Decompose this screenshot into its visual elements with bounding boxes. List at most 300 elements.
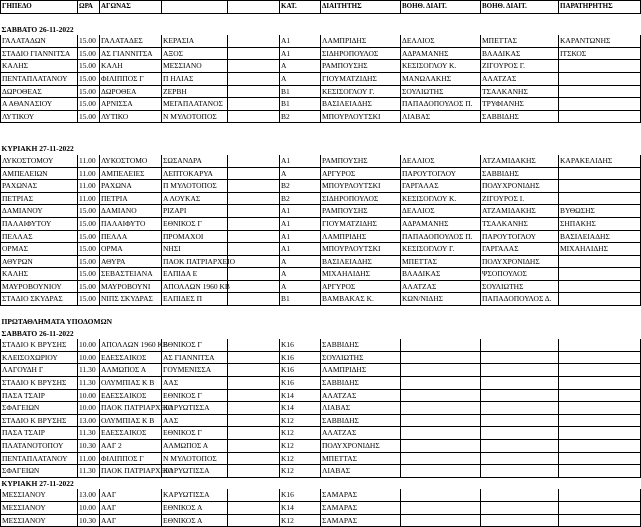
home-team-cell: ΛΥΚΟΣΤΟΜΟ <box>100 155 162 167</box>
header-away <box>162 1 228 14</box>
away-team-cell: ΓΟΥΜΕΝΙΣΣΑ <box>162 364 228 377</box>
away-team-cell: ΑΣ ΓΙΑΝΝΙΤΣΑ <box>162 351 228 364</box>
category-cell: Α1 <box>280 35 321 47</box>
venue-cell: ΜΕΣΣΙΑΝΟΥ <box>1 489 78 501</box>
assistant-1-cell: ΑΔΡΑΜΑΝΗΣ <box>401 217 481 230</box>
venue-cell: ΛΑΓΟΥΔΗ Γ <box>1 364 78 377</box>
header-time: ΩΡΑ <box>78 1 100 14</box>
referee-cell: ΒΑΜΒΑΚΑΣ Κ. <box>321 293 401 306</box>
venue-cell: ΔΑΜΙΑΝΟΥ <box>1 205 78 218</box>
category-cell: Κ12 <box>280 414 321 427</box>
away-team-cell: Α ΛΟΥΚΑΣ <box>162 192 228 205</box>
spare-cell <box>228 167 280 180</box>
referee-cell: ΒΑΣΙΛΕΙΑΔΗΣ <box>321 98 401 111</box>
spare-cell <box>228 489 280 501</box>
spare-cell <box>228 180 280 193</box>
referee-cell: ΒΑΣΙΛΕΙΑΔΗΣ <box>321 255 401 268</box>
time-cell: 15.00 <box>78 47 100 60</box>
away-team-cell: ΕΘΝΙΚΟΣ Γ <box>162 389 228 402</box>
away-team-cell: ΜΕΓΑΠΛΑΤΑΝΟΣ <box>162 98 228 111</box>
match-row <box>1 389 641 402</box>
category-cell: Α <box>280 60 321 73</box>
venue-cell: ΔΩΡΟΘΕΑΣ <box>1 85 78 98</box>
time-cell: 11.30 <box>78 364 100 377</box>
time-cell: 15.00 <box>78 243 100 256</box>
category-cell: Β1 <box>280 85 321 98</box>
venue-cell: ΠΛΑΤΑΝΟΤΟΠΟΥ <box>1 440 78 453</box>
spare-cell <box>228 364 280 377</box>
observer-cell: ΚΑΡΑΚΕΛΙΔΗΣ <box>559 155 641 167</box>
spare-cell <box>228 72 280 85</box>
home-team-cell: ΕΔΕΣΣΑΙΚΟΣ <box>100 389 162 402</box>
away-team-cell: ΕΛΠΙΔΕΣ Π <box>162 293 228 306</box>
spare-cell <box>228 255 280 268</box>
assistant-2-cell: ΑΤΖΑΜΙΔΑΚΗΣ <box>481 155 559 167</box>
referee-cell: ΜΠΟΥΡΛΟΥΤΣΚΙ <box>321 180 401 193</box>
home-team-cell: ΕΔΕΣΣΑΙΚΟΣ <box>100 351 162 364</box>
observer-cell: ΒΑΣΙΛΕΙΑΔΗΣ <box>559 230 641 243</box>
spare-cell <box>228 427 280 440</box>
observer-cell: ΒΥΘΩΣΗΣ <box>559 205 641 218</box>
home-team-cell: ΔΑΜΙΑΝΟ <box>100 205 162 218</box>
assistant-2-cell <box>481 452 559 465</box>
referee-cell: ΡΑΜΠΟΥΣΗΣ <box>321 155 401 167</box>
section-label: ΚΥΡΙΑΚΗ 27-11-2022 <box>1 478 74 488</box>
time-cell: 11.00 <box>78 167 100 180</box>
home-team-cell: ΜΑΥΡΟΒΟΥΝΙ <box>100 280 162 293</box>
header-category: ΚΑΤ. <box>280 1 321 14</box>
assistant-2-cell: ΠΑΠΑΔΟΠΟΥΛΟΣ Δ. <box>481 293 559 306</box>
observer-cell <box>559 85 641 98</box>
venue-cell: ΚΑΛΗΣ <box>1 268 78 281</box>
away-team-cell: Ν ΜΥΛΟΤΟΠΟΣ <box>162 110 228 123</box>
spare-cell <box>228 465 280 478</box>
observer-cell: ΙΤΣΚΟΣ <box>559 47 641 60</box>
time-cell: 11.30 <box>78 377 100 390</box>
observer-cell <box>559 268 641 281</box>
referee-cell: ΛΑΜΠΡΙΔΗΣ <box>321 364 401 377</box>
home-team-cell: ΠΑΟΚ ΠΑΤΡΙΑΡΧΕΙΟ <box>100 402 162 415</box>
category-cell: Α <box>280 167 321 180</box>
away-team-cell: ΜΕΣΣΙΑΝΟ <box>162 60 228 73</box>
away-team-cell: ΑΞΟΣ <box>162 47 228 60</box>
category-cell: Β2 <box>280 180 321 193</box>
spare-cell <box>228 402 280 415</box>
match-row <box>1 110 641 123</box>
assistant-1-cell <box>401 377 481 390</box>
spare-cell <box>228 293 280 306</box>
assistant-1-cell: ΣΟΥΛΙΩΤΗΣ <box>401 85 481 98</box>
category-cell: Κ14 <box>280 389 321 402</box>
time-cell: 15.00 <box>78 98 100 111</box>
spacer-row <box>1 13 641 24</box>
observer-cell: ΜΙΧΑΗΛΙΔΗΣ <box>559 243 641 256</box>
match-row <box>1 72 641 85</box>
category-cell: Κ12 <box>280 440 321 453</box>
venue-cell: ΑΜΠΕΛΕΙΩΝ <box>1 167 78 180</box>
assistant-1-cell: ΚΕΣΙΣΟΓΛΟΥ Κ. <box>401 192 481 205</box>
observer-cell <box>559 501 641 514</box>
category-cell: Α <box>280 280 321 293</box>
referee-cell: ΜΙΧΑΗΛΙΔΗΣ <box>321 268 401 281</box>
assistant-1-cell <box>401 389 481 402</box>
observer-cell <box>559 167 641 180</box>
venue-cell: ΠΕΝΤΑΠΛΑΤΑΝΟΥ <box>1 452 78 465</box>
away-team-cell: ΑΠΟΛΛΩΝ 1960 ΚΒ <box>162 280 228 293</box>
venue-cell: ΣΦΑΓΕΙΩΝ <box>1 465 78 478</box>
category-cell: Α1 <box>280 230 321 243</box>
time-cell: 11.00 <box>78 180 100 193</box>
match-row <box>1 192 641 205</box>
assistant-1-cell: ΚΕΣΙΣΟΓΛΟΥ Κ. <box>401 60 481 73</box>
away-team-cell: ΑΛΜΩΠΟΣ Α <box>162 440 228 453</box>
referee-cell: ΛΑΜΠΡΙΔΗΣ <box>321 35 401 47</box>
observer-cell <box>559 60 641 73</box>
assistant-1-cell: ΚΩΝ/ΝΙΔΗΣ <box>401 293 481 306</box>
match-row <box>1 255 641 268</box>
spare-cell <box>228 452 280 465</box>
assistant-2-cell <box>481 427 559 440</box>
venue-cell: ΜΕΣΣΙΑΝΟΥ <box>1 501 78 514</box>
section-cell <box>1 24 641 36</box>
category-cell: Κ12 <box>280 465 321 478</box>
spare-cell <box>228 377 280 390</box>
match-row <box>1 85 641 98</box>
assistant-1-cell <box>401 514 481 527</box>
spare-cell <box>228 205 280 218</box>
assistant-2-cell <box>481 339 559 351</box>
match-row <box>1 514 641 527</box>
assistant-2-cell <box>481 351 559 364</box>
away-team-cell: ΑΑΣ <box>162 377 228 390</box>
observer-cell <box>559 280 641 293</box>
header-observer: ΠΑΡΑΤΗΡΗΤΗΣ <box>559 1 641 14</box>
observer-cell <box>559 377 641 390</box>
category-cell: Κ12 <box>280 514 321 527</box>
spare-cell <box>228 243 280 256</box>
time-cell: 15.00 <box>78 280 100 293</box>
observer-cell: ΣΗΠΑΚΗΣ <box>559 217 641 230</box>
schedule-body <box>1 1 641 527</box>
referee-cell: ΛΑΜΠΡΙΔΗΣ <box>321 230 401 243</box>
away-team-cell: ΕΛΠΙΔΑ Ε <box>162 268 228 281</box>
category-cell: Β1 <box>280 293 321 306</box>
spare-cell <box>228 60 280 73</box>
venue-cell: ΣΤΑΔΙΟ Κ ΒΡΥΣΗΣ <box>1 414 78 427</box>
assistant-2-cell <box>481 414 559 427</box>
away-team-cell: ΚΑΡΥΩΤΙΣΣΑ <box>162 465 228 478</box>
venue-cell: ΡΑΧΩΝΑΣ <box>1 180 78 193</box>
assistant-1-cell: ΠΑΠΑΔΟΠΟΥΛΟΣ Π. <box>401 230 481 243</box>
match-row <box>1 280 641 293</box>
header-match: ΑΓΩΝΑΣ <box>100 1 162 14</box>
home-team-cell: ΓΑΛΑΤΑΔΕΣ <box>100 35 162 47</box>
referee-cell: ΜΠΕΤΤΑΣ <box>321 452 401 465</box>
assistant-2-cell <box>481 402 559 415</box>
header-blank <box>228 1 280 14</box>
referee-cell: ΡΑΜΠΟΥΣΗΣ <box>321 205 401 218</box>
home-team-cell: ΟΛΥΜΠΙΑΣ Κ Β <box>100 414 162 427</box>
match-row <box>1 351 641 364</box>
category-cell: Κ16 <box>280 339 321 351</box>
time-cell: 15.00 <box>78 205 100 218</box>
match-row <box>1 427 641 440</box>
category-cell: Α <box>280 255 321 268</box>
observer-cell <box>559 293 641 306</box>
venue-cell: ΠΑΣΑ ΤΣΑΙΡ <box>1 427 78 440</box>
referee-cell: ΠΟΛΥΧΡΟΝΙΔΗΣ <box>321 440 401 453</box>
match-row <box>1 293 641 306</box>
assistant-2-cell: ΣΑΒΒΙΔΗΣ <box>481 167 559 180</box>
assistant-1-cell: ΔΕΛΛΙΟΣ <box>401 205 481 218</box>
observer-cell <box>559 452 641 465</box>
category-cell: Κ16 <box>280 377 321 390</box>
category-cell: Κ12 <box>280 427 321 440</box>
referee-cell: ΑΡΓΥΡΟΣ <box>321 167 401 180</box>
category-cell: Α1 <box>280 47 321 60</box>
assistant-1-cell: ΔΕΛΛΙΟΣ <box>401 155 481 167</box>
away-team-cell: ΠΡΟΜΑΧΟΙ <box>162 230 228 243</box>
match-row <box>1 339 641 351</box>
referee-cell: ΣΑΒΒΙΔΗΣ <box>321 339 401 351</box>
observer-cell <box>559 110 641 123</box>
away-team-cell: ΕΘΝΙΚΟΣ Γ <box>162 339 228 351</box>
observer-cell <box>559 489 641 501</box>
venue-cell: ΚΛΕΙΣΟΧΩΡΙΟΥ <box>1 351 78 364</box>
home-team-cell: ΑΛΜΩΠΟΣ Α <box>100 364 162 377</box>
referee-cell: ΑΛΑΤΖΑΣ <box>321 427 401 440</box>
venue-cell: ΣΦΑΓΕΙΩΝ <box>1 402 78 415</box>
away-team-cell: ΝΗΣΙ <box>162 243 228 256</box>
category-cell: Α <box>280 268 321 281</box>
match-row <box>1 180 641 193</box>
assistant-2-cell: ΤΡΥΦΙΑΝΗΣ <box>481 98 559 111</box>
home-team-cell: ΑΑΓ 2 <box>100 440 162 453</box>
away-team-cell: ΖΕΡΒΗ <box>162 85 228 98</box>
away-team-cell: Ν ΜΥΛΟΤΟΠΟΣ <box>162 452 228 465</box>
assistant-2-cell: ΜΠΕΤΤΑΣ <box>481 35 559 47</box>
assistant-2-cell: ΓΑΡΓΑΛΑΣ <box>481 243 559 256</box>
referee-cell: ΣΙΔΗΡΟΠΟΥΛΟΣ <box>321 47 401 60</box>
time-cell: 10.00 <box>78 351 100 364</box>
assistant-2-cell <box>481 377 559 390</box>
match-row <box>1 452 641 465</box>
time-cell: 13.00 <box>78 414 100 427</box>
category-cell: Β1 <box>280 98 321 111</box>
assistant-2-cell <box>481 389 559 402</box>
category-cell: Β2 <box>280 192 321 205</box>
section-label: ΣΑΒΒΑΤΟ 26-11-2022 <box>1 24 74 34</box>
header-assistant-1: ΒΟΗΘ. ΔΙΑΙΤ. <box>401 1 481 14</box>
assistant-1-cell <box>401 465 481 478</box>
home-team-cell: ΡΑΧΩΝΑ <box>100 180 162 193</box>
assistant-2-cell: ΑΛΑΤΖΑΣ <box>481 72 559 85</box>
header-referee: ΔΙΑΙΤΗΤΗΣ <box>321 1 401 14</box>
assistant-2-cell <box>481 364 559 377</box>
section-row <box>1 316 641 328</box>
referee-cell: ΜΠΟΥΡΛΟΥΤΣΚΙ <box>321 243 401 256</box>
time-cell: 15.00 <box>78 72 100 85</box>
home-team-cell: ΑΘΥΡΑ <box>100 255 162 268</box>
home-team-cell: ΟΛΥΜΠΙΑΣ Κ Β <box>100 377 162 390</box>
home-team-cell: ΦΙΛΙΠΠΟΣ Γ <box>100 72 162 85</box>
spare-cell <box>228 351 280 364</box>
header-venue: ΓΗΠΕΔΟ <box>1 1 78 14</box>
home-team-cell: ΑΠΟΛΛΩΝ 1960 ΚΒ <box>100 339 162 351</box>
section-row <box>1 477 641 489</box>
assistant-1-cell: ΒΛΑΔΙΚΑΣ <box>401 268 481 281</box>
referee-cell: ΑΡΓΥΡΟΣ <box>321 280 401 293</box>
time-cell: 15.00 <box>78 230 100 243</box>
observer-cell <box>559 98 641 111</box>
home-team-cell: ΠΑΟΚ ΠΑΤΡΙΑΡΧΕΙΟ <box>100 465 162 478</box>
referee-cell: ΡΑΜΠΟΥΣΗΣ <box>321 60 401 73</box>
time-cell: 15.00 <box>78 60 100 73</box>
home-team-cell: ΑΣ ΓΙΑΝΝΙΤΣΑ <box>100 47 162 60</box>
time-cell: 10.00 <box>78 339 100 351</box>
spare-cell <box>228 98 280 111</box>
category-cell: Β2 <box>280 110 321 123</box>
match-row <box>1 465 641 478</box>
header-assistant-2: ΒΟΗΘ. ΔΙΑΙΤ. <box>481 1 559 14</box>
referee-cell: ΛΙΑΒΑΣ <box>321 402 401 415</box>
home-team-cell: ΑΑΓ <box>100 514 162 527</box>
spare-cell <box>228 155 280 167</box>
away-team-cell: ΕΘΝΙΚΟΣ Α <box>162 514 228 527</box>
referee-cell: ΣΑΜΑΡΑΣ <box>321 489 401 501</box>
spacer-cell <box>1 123 641 134</box>
assistant-2-cell <box>481 489 559 501</box>
referee-cell: ΛΙΑΒΑΣ <box>321 465 401 478</box>
assistant-1-cell: ΛΙΑΒΑΣ <box>401 110 481 123</box>
away-team-cell: ΚΑΡΥΩΤΙΣΣΑ <box>162 489 228 501</box>
home-team-cell: ΚΑΛΗ <box>100 60 162 73</box>
category-cell: Κ16 <box>280 351 321 364</box>
assistant-1-cell <box>401 489 481 501</box>
match-row <box>1 243 641 256</box>
assistant-1-cell <box>401 364 481 377</box>
away-team-cell: ΕΘΝΙΚΟΣ Α <box>162 501 228 514</box>
observer-cell <box>559 402 641 415</box>
assistant-2-cell: ΠΟΛΥΧΡΟΝΙΔΗΣ <box>481 255 559 268</box>
home-team-cell: ΑΑΓ <box>100 501 162 514</box>
time-cell: 11.30 <box>78 465 100 478</box>
time-cell: 13.00 <box>78 489 100 501</box>
assistant-2-cell: ΤΣΑΛΚΑΝΗΣ <box>481 217 559 230</box>
spare-cell <box>228 85 280 98</box>
observer-cell <box>559 255 641 268</box>
home-team-cell: ΝΙΠΣ ΣΚΥΔΡΑΣ <box>100 293 162 306</box>
home-team-cell: ΠΑΛΑΙΦΥΤΟ <box>100 217 162 230</box>
match-row <box>1 98 641 111</box>
venue-cell: Α ΑΘΑΝΑΣΙΟΥ <box>1 98 78 111</box>
assistant-1-cell <box>401 501 481 514</box>
assistant-2-cell: ΨΣΟΠΟΥΛΟΣ <box>481 268 559 281</box>
match-row <box>1 440 641 453</box>
time-cell: 11.00 <box>78 155 100 167</box>
match-row <box>1 364 641 377</box>
category-cell: Κ14 <box>280 501 321 514</box>
section-row <box>1 24 641 36</box>
match-row <box>1 414 641 427</box>
assistant-1-cell: ΑΔΡΑΜΑΝΗΣ <box>401 47 481 60</box>
time-cell: 10.00 <box>78 501 100 514</box>
assistant-1-cell: ΑΛΑΤΖΑΣ <box>401 280 481 293</box>
venue-cell: ΓΑΛΑΤΑΔΩΝ <box>1 35 78 47</box>
time-cell: 15.00 <box>78 268 100 281</box>
venue-cell: ΚΑΛΗΣ <box>1 60 78 73</box>
observer-cell <box>559 364 641 377</box>
time-cell: 11.00 <box>78 192 100 205</box>
away-team-cell: ΑΑΣ <box>162 414 228 427</box>
time-cell: 10.30 <box>78 440 100 453</box>
venue-cell: ΣΤΑΔΙΟ ΓΙΑΝΝΙΤΣΑ <box>1 47 78 60</box>
spare-cell <box>228 440 280 453</box>
home-team-cell: ΔΩΡΟΘΕΑ <box>100 85 162 98</box>
referee-cell: ΚΕΣΙΣΟΓΛΟΥ Γ. <box>321 85 401 98</box>
observer-cell: ΚΑΡΑΝΤΩΝΗΣ <box>559 35 641 47</box>
match-row <box>1 155 641 167</box>
section-label: ΣΑΒΒΑΤΟ 26-11-2022 <box>1 328 74 338</box>
venue-cell: ΛΥΤΙΚΟΥ <box>1 110 78 123</box>
spare-cell <box>228 280 280 293</box>
assistant-1-cell: ΜΠΕΤΤΑΣ <box>401 255 481 268</box>
home-team-cell: ΑΜΠΕΛΕΙΕΣ <box>100 167 162 180</box>
venue-cell: ΛΥΚΟΣΤΟΜΟΥ <box>1 155 78 167</box>
section-row <box>1 143 641 155</box>
spare-cell <box>228 35 280 47</box>
assistant-1-cell <box>401 452 481 465</box>
match-row <box>1 217 641 230</box>
assistant-2-cell <box>481 501 559 514</box>
observer-cell <box>559 414 641 427</box>
observer-cell <box>559 427 641 440</box>
away-team-cell: ΚΑΡΥΩΤΙΣΣΑ <box>162 402 228 415</box>
venue-cell: ΣΤΑΔΙΟ Κ ΒΡΥΣΗΣ <box>1 377 78 390</box>
match-row <box>1 47 641 60</box>
assistant-1-cell <box>401 351 481 364</box>
assistant-1-cell: ΠΑΡΟΥΤΟΓΛΟΥ <box>401 167 481 180</box>
venue-cell: ΟΡΜΑΣ <box>1 243 78 256</box>
referee-cell: ΣΑΜΑΡΑΣ <box>321 514 401 527</box>
referee-cell: ΣΑΜΑΡΑΣ <box>321 501 401 514</box>
category-cell: Κ16 <box>280 364 321 377</box>
assistant-2-cell: ΑΤΖΑΜΙΔΑΚΗΣ <box>481 205 559 218</box>
spacer-cell <box>1 306 641 317</box>
assistant-2-cell: ΣΑΒΒΙΔΗΣ <box>481 110 559 123</box>
match-row <box>1 489 641 501</box>
time-cell: 10.00 <box>78 389 100 402</box>
observer-cell <box>559 72 641 85</box>
home-team-cell: ΠΕΤΡΙΑ <box>100 192 162 205</box>
venue-cell: ΣΤΑΔΙΟ ΣΚΥΔΡΑΣ <box>1 293 78 306</box>
category-cell: Α1 <box>280 243 321 256</box>
match-row <box>1 402 641 415</box>
home-team-cell: ΑΡΝΙΣΣΑ <box>100 98 162 111</box>
match-row <box>1 35 641 47</box>
referee-cell: ΑΛΑΤΖΑΣ <box>321 389 401 402</box>
away-team-cell: ΠΑΟΚ ΠΑΤΡΙΑΡΧΕΙΟ <box>162 255 228 268</box>
assistant-1-cell: ΓΑΡΓΑΛΑΣ <box>401 180 481 193</box>
venue-cell: ΑΘΥΡΩΝ <box>1 255 78 268</box>
assistant-1-cell <box>401 402 481 415</box>
header-row <box>1 1 641 14</box>
match-row <box>1 377 641 390</box>
assistant-2-cell <box>481 514 559 527</box>
away-team-cell: ΚΕΡΑΣΙΑ <box>162 35 228 47</box>
spare-cell <box>228 339 280 351</box>
assistant-2-cell: ΖΙΓΟΥΡΟΣ Ι. <box>481 192 559 205</box>
